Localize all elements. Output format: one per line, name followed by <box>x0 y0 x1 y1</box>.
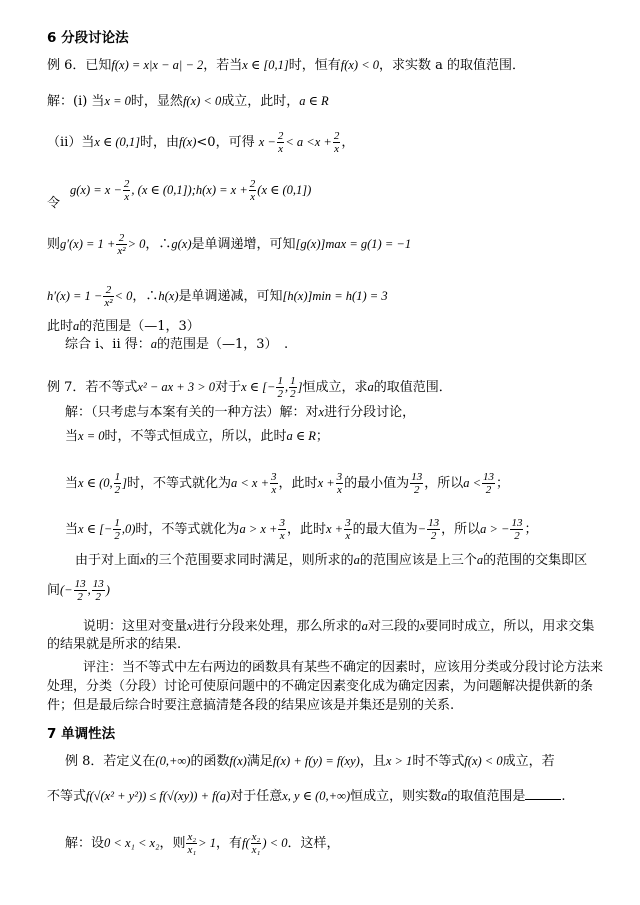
fraction-13-over-2: $\frac{13}{2}$ <box>74 578 86 603</box>
sol-ii-right: x + <box>314 135 332 149</box>
section-6-title: 6 分段讨论法 <box>47 30 129 46</box>
ex8b-xy: x, y ∈ (0,+∞) <box>282 789 351 803</box>
gprime-g: g(x) <box>171 237 192 251</box>
ex8b-mid: 对于任意 <box>230 789 283 804</box>
fraction-13-over-2: $\frac{13}{2}$ <box>511 517 523 542</box>
summary-lead: 综合 i、ii 得： <box>65 337 151 352</box>
sol-ii-lead: （ⅱ）当 <box>47 135 95 150</box>
interval-lead: 间 <box>47 583 61 598</box>
ex8b-mid2: 恒成立，则实数 <box>350 789 442 804</box>
note-line2: 的结果就是所求的结果. <box>47 637 182 652</box>
range-a: a <box>73 319 80 333</box>
ex8-mid2: 满足 <box>246 754 273 769</box>
fraction-13-over-2: $\frac{13}{2}$ <box>428 517 440 542</box>
fraction-3-over-x: $\frac{3}{x}$ <box>279 517 285 542</box>
concl-a2: a <box>476 553 484 567</box>
case1-tail: ； <box>496 476 510 491</box>
case1-ineq: a < x + <box>231 476 270 490</box>
concl-text4: 的范围的交集即区 <box>483 553 588 568</box>
concl-text2: 的三个范围要求同时满足，则所求的 <box>145 553 354 568</box>
case1-mid3: 的最小值为 <box>344 476 410 491</box>
ex8-sol-mid: ，则 <box>159 836 186 851</box>
hprime-h: h(x) <box>158 289 179 303</box>
concl-text3: 的范围应该是上三个 <box>359 553 477 568</box>
ex6-lead: 例 6．已知 <box>47 58 112 73</box>
gprime-gt: > 0 <box>127 237 146 251</box>
case2-ineq: a > x + <box>239 522 278 536</box>
ex8-neg: f(x) < 0 <box>464 754 503 768</box>
concl-text1: 由于对上面 <box>75 553 141 568</box>
fraction-2-over-x: $\frac{2}{x}$ <box>277 130 284 155</box>
ex6-condition: x ∈ [0,1] <box>242 58 289 72</box>
ex6-inequality: f(x) < 0 <box>340 58 379 72</box>
sol-ii-left: x − <box>258 135 276 149</box>
ex6-mid: ，若当 <box>203 58 243 73</box>
g-def: g(x) = x − <box>70 183 122 197</box>
sol-i-tail: 成立，此时， <box>221 94 300 109</box>
sol-ii-cond: x ∈ (0,1] <box>94 135 141 149</box>
case2-expr: x + <box>326 522 344 536</box>
fraction-2-over-x: $\frac{2}{x}$ <box>333 130 340 155</box>
summary-a: a <box>150 337 157 351</box>
ex7-mid2: 恒成立，求 <box>302 380 368 395</box>
answer-blank <box>525 787 561 800</box>
fraction-1-over-2: $\frac{1}{2}$ <box>290 375 296 400</box>
solution-case-i <box>47 93 329 110</box>
fraction-13-over-2: $\frac{13}{2}$ <box>92 578 104 603</box>
example-8 <box>65 753 555 770</box>
fraction-2-over-x: $\frac{2}{x}$ <box>123 178 130 203</box>
sol-ii-lt: < a < <box>285 135 315 149</box>
note-p2: 进行分段来处理，那么所求的 <box>192 619 362 634</box>
h-domain: (x ∈ (0,1]) <box>257 183 312 197</box>
sol-i-mid: 时，显然 <box>130 94 183 109</box>
ex8-eq: f(x) + f(y) = f(xy) <box>272 754 360 768</box>
fraction-13-over-2: $\frac{13}{2}$ <box>411 471 423 496</box>
fraction-2-over-x: $\frac{2}{x}$ <box>249 178 256 203</box>
sol-ii-mid: 时，由 <box>140 135 180 150</box>
h-def: h(x) = x + <box>195 183 248 197</box>
ex8-mid: 的函数 <box>190 754 230 769</box>
gprime-mid: ，∴ <box>145 237 172 252</box>
ex7-case-positive: 当x ∈ (0, $\frac{1}{2}$ ]时，不等式就化为a < x + $\frac{3}{x}$ ，此时x + $\frac{3}{x}$ 的最小值为 $\frac{13}{2}$ ，所以a < $\frac{13}{2}$ ； <box>65 471 510 496</box>
ex8-sol-cond: 0 < x₁ < x₂ <box>104 836 160 850</box>
g-derivative-line <box>47 232 411 257</box>
comment-line3: 件；但是最后综合时要注意搞清楚各段的结果应该是并集还是别的关系. <box>47 698 455 713</box>
ex7-mid: 对于 <box>215 380 242 395</box>
case2-res: a > − <box>480 522 510 536</box>
interval-open: (− <box>60 583 73 597</box>
ex7-inequality: x² − ax + 3 > 0 <box>137 380 216 394</box>
ex8b-lead: 不等式 <box>47 789 87 804</box>
concl-a: a <box>353 553 360 567</box>
case0-eq: x = 0 <box>78 429 105 443</box>
ex8-xg: x > 1 <box>385 754 413 768</box>
case0-tail: ； <box>315 429 329 444</box>
case2-mid3: 的最大值为 <box>352 522 418 537</box>
fraction-3-over-x: $\frac{3}{x}$ <box>345 517 351 542</box>
fraction-x2-over-x1: $\frac{\text{x₂}}{\text{x₁}}$ <box>187 831 197 856</box>
hprime-expr: h′(x) = 1 − <box>47 289 103 303</box>
case1-set: x ∈ (0, <box>78 476 113 490</box>
ex8-mid4: 时不等式 <box>412 754 465 769</box>
ex7-case-zero <box>65 428 329 445</box>
ex8-sol-lt: ) < 0 <box>262 836 288 850</box>
ex8b-a: a <box>441 789 448 803</box>
case1-mid2: ，此时 <box>278 476 318 491</box>
example-7: 例 7．若不等式x² − ax + 3 > 0对于x ∈ [− $\frac{1}{2}$ , $\frac{1}{2}$ ]恒成立，求a的取值范围． <box>47 375 452 400</box>
fraction-2-over-x2: $\frac{2}{\text{x²}}$ <box>117 232 126 257</box>
gprime-expr: g′(x) = 1 + <box>60 237 116 251</box>
note-p1: 说明：这里对变量 <box>83 619 188 634</box>
gprime-lead: 则 <box>47 237 61 252</box>
ex8b-tail: 的取值范围是 <box>447 789 526 804</box>
ex8-f: f(x) <box>229 754 247 768</box>
ex8-sol-tail: ．这样， <box>287 836 340 851</box>
note-a: a <box>361 619 368 633</box>
case2-val: − <box>417 522 427 536</box>
example-6 <box>47 57 525 74</box>
ex8-mid3: ，且 <box>359 754 386 769</box>
case2-set: x ∈ [− <box>78 522 113 536</box>
h-derivative-line <box>47 284 388 309</box>
g-h-definition <box>70 178 311 203</box>
hprime-mid: ，∴ <box>132 289 159 304</box>
note-x: x <box>187 619 193 633</box>
case0-lead: 当 <box>65 429 79 444</box>
summary-line <box>65 336 288 353</box>
ex7-sol-lead: 解：（只考虑与本案有关的一种方法）解：对 <box>65 405 319 420</box>
case2-mid: 时，不等式就化为 <box>135 522 240 537</box>
case2-mid2: ，此时 <box>286 522 326 537</box>
fraction-13-over-2: $\frac{13}{2}$ <box>483 471 495 496</box>
comment-line1: 评注：当不等式中左右两边的函数具有某些不确定的因素时，应该用分类或分段讨论方法来 <box>83 660 604 675</box>
note-p3: 对三段的 <box>367 619 420 634</box>
ex7-sol-tail: 进行分段讨论， <box>324 405 416 420</box>
case1-expr: x + <box>317 476 335 490</box>
fraction-x2-over-x1: $\frac{\text{x₂}}{\text{x₁}}$ <box>251 831 261 856</box>
ex8b-end: . <box>561 789 566 804</box>
sol-ii-tail: ， <box>341 135 355 150</box>
ex7-conclusion <box>75 552 587 569</box>
ex7-note <box>83 618 594 635</box>
sol-ii-mid2: <0，可得 <box>196 135 255 150</box>
range-lead: 此时 <box>47 319 74 334</box>
example-8-cont <box>47 787 566 805</box>
gprime-mid2: 是单调递增，可知 <box>191 237 296 252</box>
case0-mid: 时，不等式恒成立，所以，此时 <box>104 429 287 444</box>
case2-lead: 当 <box>65 522 79 537</box>
ex8-solution <box>65 828 339 859</box>
ex8-tail: 成立，若 <box>502 754 555 769</box>
case2-mid4: ，所以 <box>441 522 481 537</box>
ex8-sol-lead: 解：设 <box>65 836 105 851</box>
case1-lead: 当 <box>65 476 79 491</box>
case1-mid4: ，所以 <box>424 476 464 491</box>
solution-case-ii <box>47 130 354 155</box>
fraction-3-over-x: $\frac{3}{x}$ <box>271 471 277 496</box>
range-tail: 的范围是（—1，3） <box>79 319 200 334</box>
ex6-tail: ，求实数 a 的取值范围． <box>379 58 526 73</box>
section-7-title: 7 单调性法 <box>47 726 116 742</box>
fraction-1-over-2: $\frac{1}{2}$ <box>277 375 283 400</box>
ex8-sol-f: f( <box>242 836 250 850</box>
ex6-function: f(x) = x|x − a| − 2 <box>111 58 204 72</box>
ex8-domain: (0,+∞) <box>155 754 191 768</box>
concl-x: x <box>140 553 146 567</box>
hprime-lt: < 0 <box>114 289 133 303</box>
ex7-case-negative: 当x ∈ [− $\frac{1}{2}$ ,0)时，不等式就化为a > x + $\frac{3}{x}$ ，此时x + $\frac{3}{x}$ 的最大值为− $\frac{13}{2}$ ，所以a > − $\frac{13}{2}$ ； <box>65 517 538 542</box>
h-min: [h(x)]min = h(1) = 3 <box>282 289 388 303</box>
ex7-solution-intro <box>65 404 415 421</box>
ling-label: 令 <box>47 196 61 211</box>
comment-line2: 处理，分类（分段）讨论可使原问题中的不确定因素变化成为确定因素，为问题解决提供新的条 <box>47 679 594 694</box>
sol-i-lead: 解：(ⅰ) 当 <box>47 94 105 109</box>
sol-i-eq: x = 0 <box>104 94 131 108</box>
case1-mid: 时，不等式就化为 <box>126 476 231 491</box>
ex8-sol-mid2: ，有 <box>215 836 242 851</box>
summary-tail: 的范围是（—1，3） . <box>157 337 289 352</box>
fraction-1-over-2: $\frac{1}{2}$ <box>114 471 121 496</box>
ex7-interval: 间(− $\frac{13}{2}$ , $\frac{13}{2}$ ) <box>47 578 110 603</box>
sol-ii-f: f(x) <box>179 135 197 149</box>
ex8-sol-gt: > 1 <box>198 836 216 850</box>
sol-i-neg: f(x) < 0 <box>182 94 222 108</box>
g-max: [g(x)]max = g(1) = −1 <box>295 237 412 251</box>
sol-i-result: a ∈ R <box>299 94 329 108</box>
hprime-mid2: 是单调递减，可知 <box>178 289 283 304</box>
ex7-lead: 例 7．若不等式 <box>47 380 138 395</box>
range-line <box>47 318 200 335</box>
ex7-set: x ∈ [− <box>241 380 276 394</box>
ex8-lead: 例 8．若定义在 <box>65 754 156 769</box>
note-x2: x <box>419 619 426 633</box>
ex6-mid2: 时，恒有 <box>288 58 341 73</box>
case2-tail: ； <box>524 522 538 537</box>
case0-res: a ∈ R <box>286 429 316 443</box>
ex7-tail: 的取值范围． <box>373 380 452 395</box>
case1-res: a < <box>463 476 482 490</box>
fraction-3-over-x: $\frac{3}{x}$ <box>336 471 343 496</box>
g-domain: , (x ∈ (0,1]); <box>131 183 196 197</box>
note-p4: 要同时成立，所以，用求交集 <box>425 619 595 634</box>
fraction-1-over-2: $\frac{1}{2}$ <box>114 517 120 542</box>
ex7-a: a <box>367 380 374 394</box>
fraction-2-over-x2: $\frac{2}{\text{x²}}$ <box>104 284 113 309</box>
ex7-sol-x: x <box>318 405 325 419</box>
ex8b-ineq: f(√(x² + y²)) ≤ f(√(xy)) + f(a) <box>86 789 231 803</box>
